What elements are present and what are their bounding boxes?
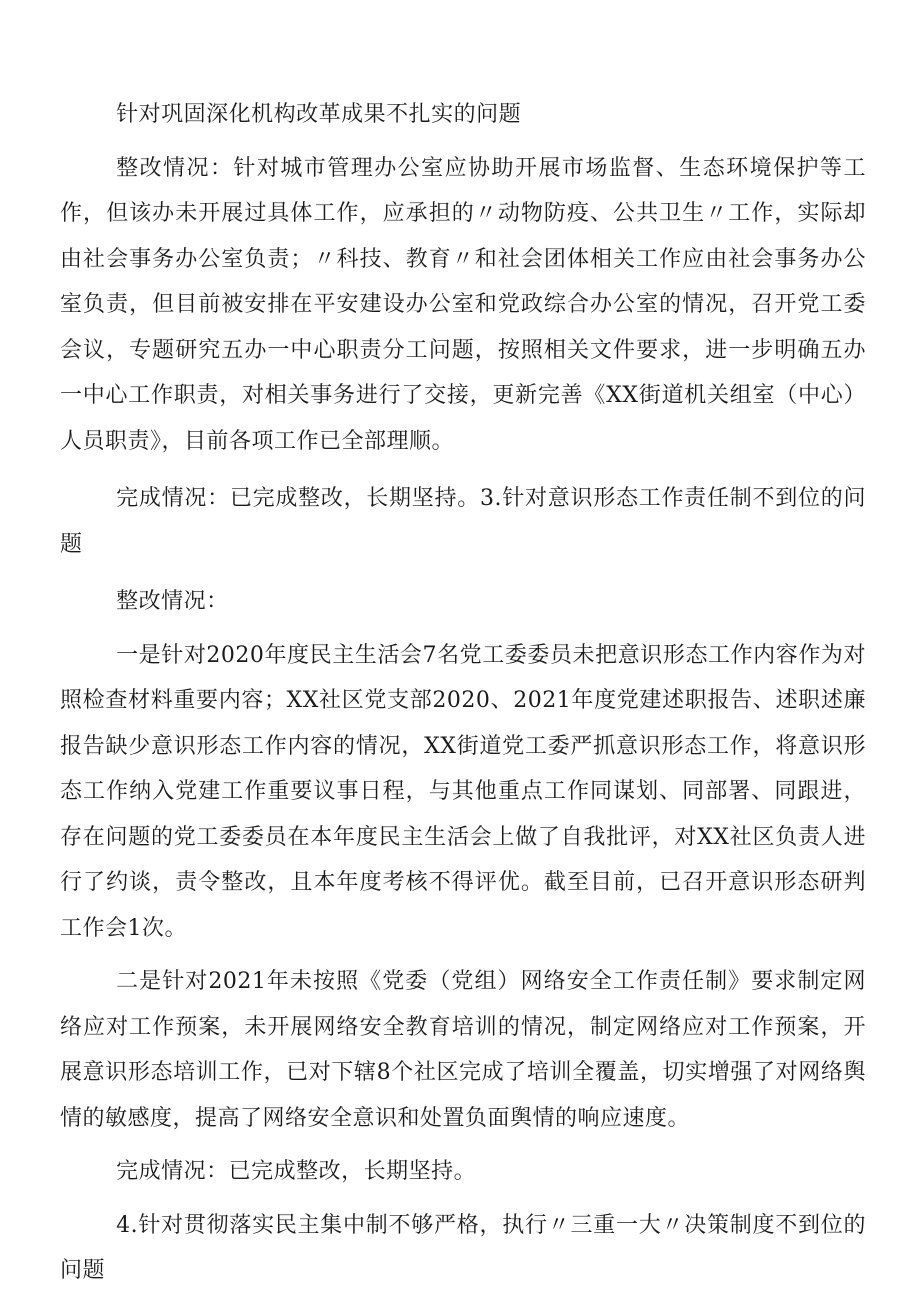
measure-one-paragraph: 一是针对2020年度民主生活会7名党工委委员未把意识形态工作内容作为对照检查材料重要内容；XX社区党支部2020、2021年度党建述职报告、述职述廉报告缺少意识形态工作内容的情况，XX街道党工委严抓意识形态工作，将意识形态工作纳入党建工作重要议事日程，与其他重点工作同谋划、同部署、同跟进，存在问题的党工委委员在本年度民主生活会上做了自我批评，对XX社区负责人进行了约谈，责令整改，且本年度考核不得评优。截至目前，已召开意识形态研判工作会1次。 [60, 642, 866, 941]
rectification-label: 整改情况： [116, 589, 229, 614]
measure-two-paragraph: 二是针对2021年未按照《党委（党组）网络安全工作责任制》要求制定网络应对工作预案，未开展网络安全教育培训的情况，制定网络应对工作预案，开展意识形态培训工作，已对下辖8个社区完成了培训全覆盖，切实增强了对网络舆情的敏感度，提高了网络安全意识和处置负面舆情的响应速度。 [60, 969, 866, 1131]
completion-paragraph: 完成情况：已完成整改，长期坚持。 [116, 1159, 477, 1184]
section-heading: 针对巩固深化机构改革成果不扎实的问题 [116, 102, 522, 127]
rectification-paragraph: 整改情况：针对城市管理办公室应协助开展市场监督、生态环境保护等工作，但该办未开展过具体工作，应承担的〃动物防疫、公共卫生〃工作，实际却由社会事务办公室负责；〃科技、教育〃和社会团体相关工作应由社会事务办公室负责，但目前被安排在平安建设办公室和党政综合办公室的情况，召开党工委会议，专题研究五办一中心职责分工问题，按照相关文件要求，进一步明确五办一中心工作职责，对相关事务进行了交接，更新完善《XX街道机关组室（中心）人员职责》，目前各项工作已全部理顺。 [60, 155, 866, 454]
section-heading: 4.针对贯彻落实民主集中制不够严格，执行〃三重一大〃决策制度不到位的问题 [60, 1212, 866, 1283]
completion-paragraph: 完成情况：已完成整改，长期坚持。3.针对意识形态工作责任制不到位的问题 [60, 486, 866, 557]
document-body [60, 92, 866, 1294]
